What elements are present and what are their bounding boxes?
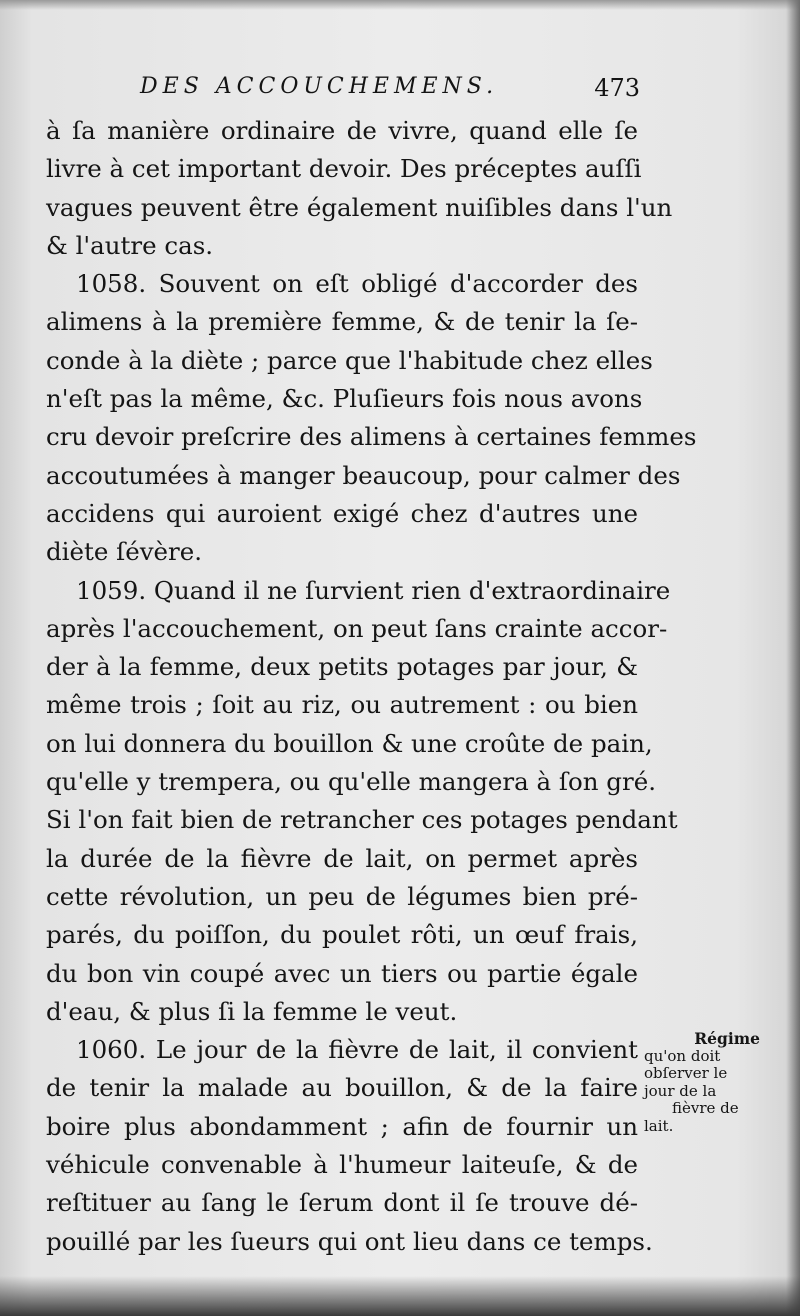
text-line: der à la femme, deux petits potages par jour, & — [46, 652, 638, 682]
text-line: conde à la diète ; parce que l'habitude chez elles — [46, 345, 653, 375]
paragraph-1059-start: 1059. Quand il ne ſurvient rien d'extraordinaire — [76, 575, 671, 605]
text-line: accidens qui auroient exigé chez d'autres une — [46, 498, 638, 528]
text-line: après l'accouchement, on peut ſans crainte accor- — [46, 613, 668, 643]
text-line: accoutumées à manger beaucoup, pour calmer des — [46, 460, 681, 490]
margin-note-line: qu'on doit — [644, 1046, 721, 1065]
page-header — [140, 72, 640, 108]
text-line: qu'elle y trempera, ou qu'elle mangera à ſon gré. — [46, 767, 656, 797]
margin-note-line: jour de la — [644, 1081, 717, 1100]
text-line: véhicule convenable à l'humeur laiteuſe, & de — [46, 1150, 638, 1180]
text-line: d'eau, & plus ſi la femme le veut. — [46, 996, 458, 1026]
text-line: vagues peuvent être également nuiſibles dans l'un — [46, 192, 673, 222]
margin-note-line: Régime — [694, 1029, 760, 1048]
text-line: à ſa manière ordinaire de vivre, quand elle ſe — [46, 116, 638, 145]
text-line: reſtituer au ſang le ſerum dont il ſe trouve dé- — [46, 1188, 638, 1218]
paragraph-1058-start: 1058. Souvent on eſt obligé d'accorder des — [76, 269, 638, 299]
text-line: Si l'on fait bien de retrancher ces potages pendant — [46, 805, 678, 835]
text-line: alimens à la première femme, & de tenir la ſe- — [46, 307, 638, 337]
running-title: DES ACCOUCHEMENS. — [140, 74, 499, 99]
page-bottom-shadow — [0, 1276, 800, 1316]
text-line: du bon vin coupé avec un tiers ou partie égale — [46, 958, 638, 988]
text-line: la durée de la fièvre de lait, on permet après — [46, 843, 638, 873]
margin-note-line: fièvre de — [672, 1099, 739, 1117]
page-number: 473 — [594, 74, 640, 102]
text-line: parés, du poiſſon, du poulet rôti, un œuf frais, — [46, 920, 638, 950]
text-line: diète ſévère. — [46, 537, 203, 567]
margin-note-line: obſerver le — [644, 1064, 728, 1082]
page-top-shadow — [0, 0, 800, 10]
page-right-shadow — [786, 0, 800, 1316]
text-line: cru devoir preſcrire des alimens à certaines femmes — [46, 422, 697, 452]
text-line: de tenir la malade au bouillon, & de la faire — [46, 1073, 638, 1103]
margin-note — [644, 1030, 760, 1135]
text-line: boire plus abondamment ; afin de fournir un — [46, 1111, 638, 1141]
text-line: & l'autre cas. — [46, 230, 214, 260]
margin-note-line: lait. — [644, 1116, 674, 1135]
text-line: pouillé par les ſueurs qui ont lieu dans ce temps. — [46, 1226, 653, 1256]
text-line: cette révolution, un peu de légumes bien pré- — [46, 881, 638, 911]
text-line: même trois ; ſoit au riz, ou autrement : ou bien — [46, 690, 638, 720]
paragraph-1060-start: 1060. Le jour de la fièvre de lait, il convient — [76, 1035, 638, 1065]
text-line: n'eſt pas la même, &c. Pluſieurs fois nous avons — [46, 384, 643, 414]
text-line: livre à cet important devoir. Des préceptes auſſi — [46, 154, 642, 184]
text-line: on lui donnera du bouillon & une croûte de pain, — [46, 728, 653, 758]
